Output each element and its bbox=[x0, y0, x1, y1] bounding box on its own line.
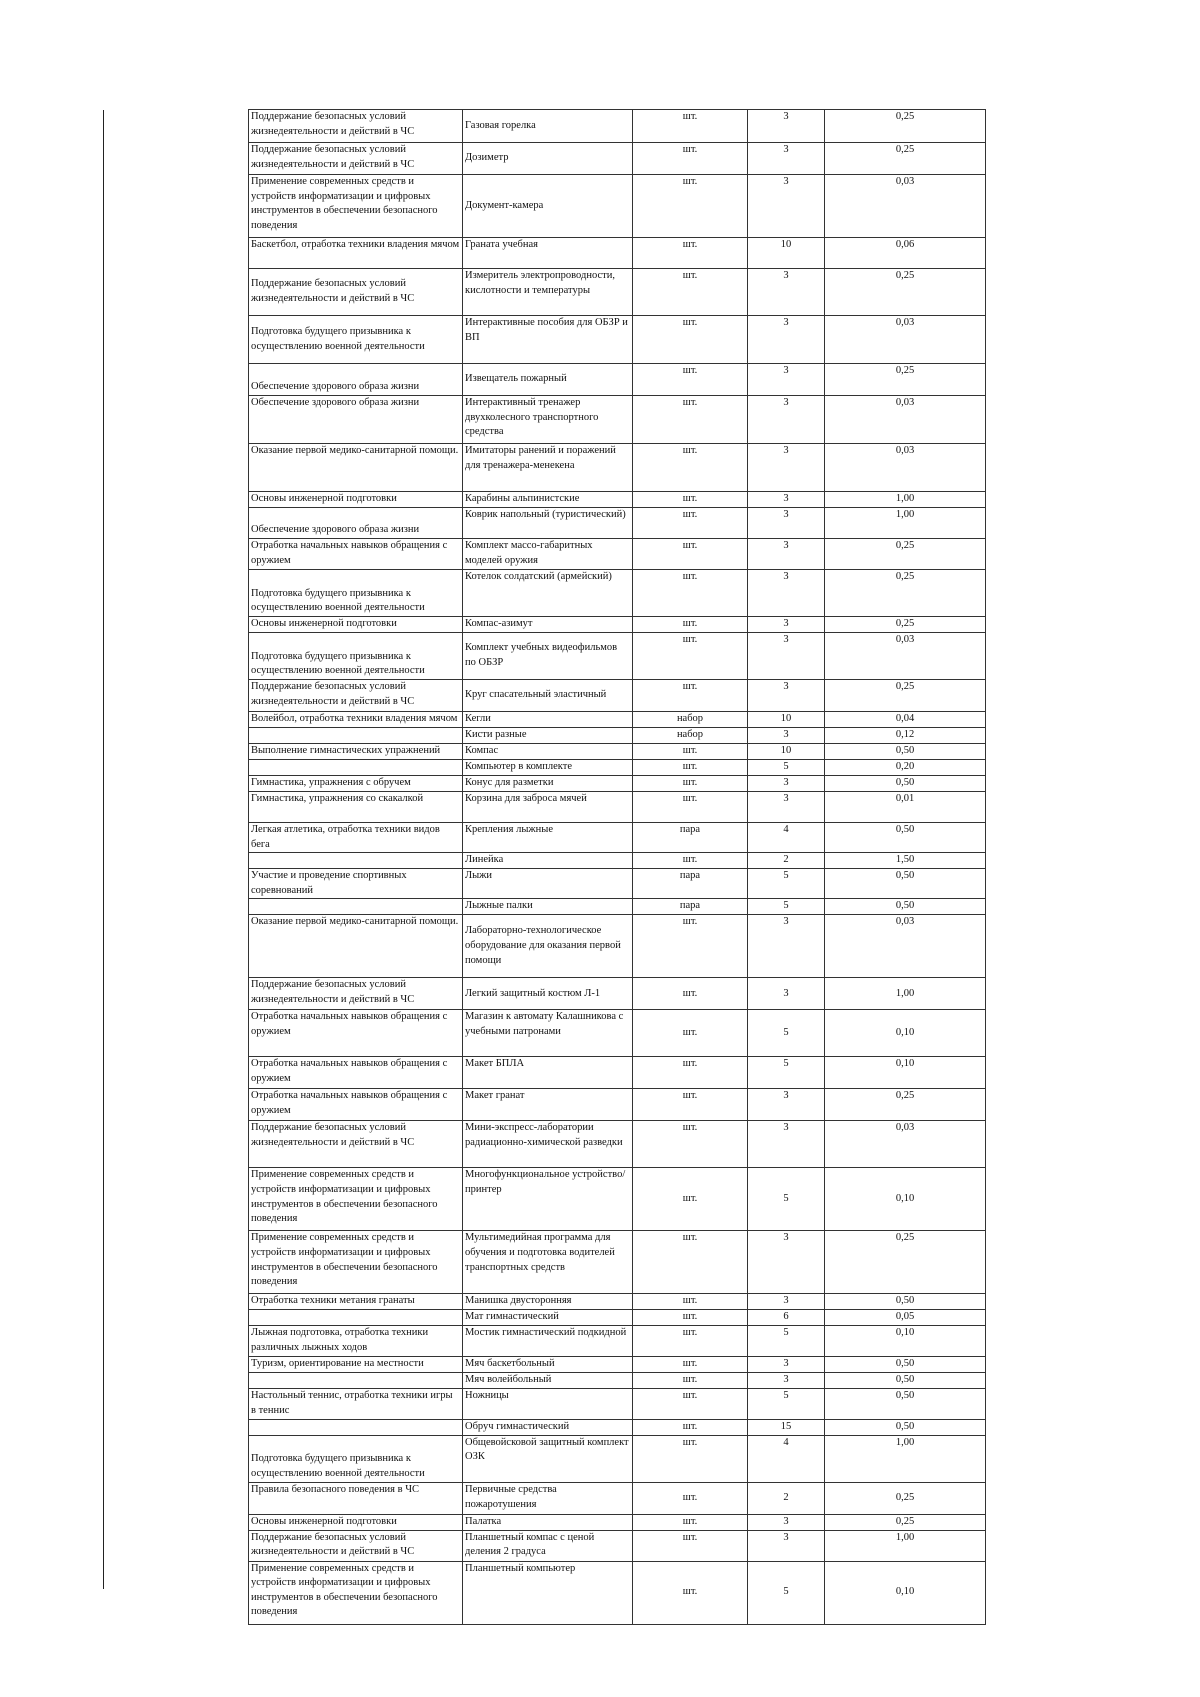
unit-cell: шт. bbox=[633, 1089, 748, 1121]
quantity-cell: 3 bbox=[748, 792, 825, 823]
unit-cell: шт. bbox=[633, 396, 748, 444]
equipment-name-cell: Граната учебная bbox=[463, 238, 633, 269]
equipment-name-cell: Компьютер в комплекте bbox=[463, 760, 633, 776]
equipment-name-cell: Мяч волейбольный bbox=[463, 1373, 633, 1389]
equipment-name-cell: Общевойсковой защитный комплект ОЗК bbox=[463, 1435, 633, 1482]
table-row bbox=[249, 1326, 986, 1357]
unit-cell: шт. bbox=[633, 1310, 748, 1326]
table-row bbox=[249, 1530, 986, 1561]
quantity-cell: 10 bbox=[748, 238, 825, 269]
quantity-cell: 3 bbox=[748, 1373, 825, 1389]
section-cell: Волейбол, отработка техники владения мячом bbox=[249, 712, 463, 728]
section-cell: Отработка начальных навыков обращения с оружием bbox=[249, 539, 463, 570]
table-row bbox=[249, 617, 986, 633]
section-cell: Поддержание безопасных условий жизнедеятельности и действий в ЧС bbox=[249, 1530, 463, 1561]
equipment-name-cell: Круг спасательный эластичный bbox=[463, 680, 633, 712]
quantity-cell: 3 bbox=[748, 110, 825, 143]
ratio-cell: 0,25 bbox=[825, 1231, 986, 1294]
quantity-cell: 3 bbox=[748, 539, 825, 570]
quantity-cell: 3 bbox=[748, 364, 825, 396]
table-row bbox=[249, 1057, 986, 1089]
equipment-name-cell: Имитаторы ранений и поражений для тренажера-менекена bbox=[463, 444, 633, 492]
unit-cell: шт. bbox=[633, 1435, 748, 1482]
quantity-cell: 6 bbox=[748, 1310, 825, 1326]
ratio-cell: 0,25 bbox=[825, 539, 986, 570]
quantity-cell: 5 bbox=[748, 1561, 825, 1624]
table-row bbox=[249, 869, 986, 899]
unit-cell: пара bbox=[633, 823, 748, 853]
ratio-cell: 0,10 bbox=[825, 1168, 986, 1231]
unit-cell: шт. bbox=[633, 776, 748, 792]
table-row bbox=[249, 1231, 986, 1294]
ratio-cell: 0,50 bbox=[825, 776, 986, 792]
ratio-cell: 0,25 bbox=[825, 143, 986, 175]
quantity-cell: 4 bbox=[748, 1435, 825, 1482]
equipment-name-cell: Извещатель пожарный bbox=[463, 364, 633, 396]
equipment-name-cell: Макет БПЛА bbox=[463, 1057, 633, 1089]
table-row bbox=[249, 776, 986, 792]
table-row bbox=[249, 680, 986, 712]
ratio-cell: 0,25 bbox=[825, 680, 986, 712]
section-cell: Основы инженерной подготовки bbox=[249, 617, 463, 633]
ratio-cell: 0,50 bbox=[825, 1294, 986, 1310]
unit-cell: шт. bbox=[633, 1373, 748, 1389]
table-row bbox=[249, 444, 986, 492]
unit-cell: шт. bbox=[633, 1231, 748, 1294]
ratio-cell: 0,03 bbox=[825, 316, 986, 364]
table-row bbox=[249, 316, 986, 364]
quantity-cell: 3 bbox=[748, 978, 825, 1010]
ratio-cell: 0,25 bbox=[825, 617, 986, 633]
unit-cell: шт. bbox=[633, 1010, 748, 1057]
unit-cell: шт. bbox=[633, 792, 748, 823]
equipment-name-cell: Многофункциональное устройство/принтер bbox=[463, 1168, 633, 1231]
equipment-name-cell: Корзина для заброса мячей bbox=[463, 792, 633, 823]
equipment-name-cell: Интерактивный тренажер двухколесного транспортного средства bbox=[463, 396, 633, 444]
ratio-cell: 0,10 bbox=[825, 1010, 986, 1057]
unit-cell: шт. bbox=[633, 364, 748, 396]
table-row bbox=[249, 712, 986, 728]
section-cell: Поддержание безопасных условий жизнедеятельности и действий в ЧС bbox=[249, 269, 463, 316]
section-cell: Отработка начальных навыков обращения с оружием bbox=[249, 1010, 463, 1057]
quantity-cell: 4 bbox=[748, 823, 825, 853]
quantity-cell: 3 bbox=[748, 269, 825, 316]
ratio-cell: 0,10 bbox=[825, 1561, 986, 1624]
ratio-cell: 0,50 bbox=[825, 899, 986, 915]
section-cell: Обеспечение здорового образа жизни bbox=[249, 364, 463, 396]
table-row bbox=[249, 1121, 986, 1168]
section-cell: Поддержание безопасных условий жизнедеятельности и действий в ЧС bbox=[249, 110, 463, 143]
ratio-cell: 1,00 bbox=[825, 978, 986, 1010]
table-row bbox=[249, 143, 986, 175]
quantity-cell: 3 bbox=[748, 175, 825, 238]
table-row bbox=[249, 175, 986, 238]
section-cell bbox=[249, 1310, 463, 1326]
unit-cell: шт. bbox=[633, 760, 748, 776]
section-cell: Поддержание безопасных условий жизнедеятельности и действий в ЧС bbox=[249, 143, 463, 175]
ratio-cell: 0,10 bbox=[825, 1326, 986, 1357]
equipment-name-cell: Мяч баскетбольный bbox=[463, 1357, 633, 1373]
section-cell: Правила безопасного поведения в ЧС bbox=[249, 1482, 463, 1514]
section-cell: Гимнастика, упражнения с обручем bbox=[249, 776, 463, 792]
ratio-cell: 0,50 bbox=[825, 1419, 986, 1435]
equipment-name-cell: Кисти разные bbox=[463, 728, 633, 744]
ratio-cell: 1,50 bbox=[825, 853, 986, 869]
table-row bbox=[249, 1373, 986, 1389]
quantity-cell: 3 bbox=[748, 1530, 825, 1561]
equipment-name-cell: Измеритель электропроводности, кислотности и температуры bbox=[463, 269, 633, 316]
quantity-cell: 5 bbox=[748, 1168, 825, 1231]
quantity-cell: 3 bbox=[748, 617, 825, 633]
section-cell: Подготовка будущего призывника к осуществлению военной деятельности bbox=[249, 633, 463, 680]
section-cell: Обеспечение здорового образа жизни bbox=[249, 396, 463, 444]
table-row bbox=[249, 760, 986, 776]
quantity-cell: 3 bbox=[748, 1231, 825, 1294]
table-row bbox=[249, 978, 986, 1010]
quantity-cell: 2 bbox=[748, 853, 825, 869]
ratio-cell: 0,25 bbox=[825, 1482, 986, 1514]
equipment-name-cell: Интерактивные пособия для ОБЗР и ВП bbox=[463, 316, 633, 364]
unit-cell: шт. bbox=[633, 1482, 748, 1514]
section-cell: Гимнастика, упражнения со скакалкой bbox=[249, 792, 463, 823]
quantity-cell: 3 bbox=[748, 728, 825, 744]
table-row bbox=[249, 110, 986, 143]
equipment-name-cell: Манишка двусторонняя bbox=[463, 1294, 633, 1310]
section-cell: Выполнение гимнастических упражнений bbox=[249, 744, 463, 760]
unit-cell: шт. bbox=[633, 853, 748, 869]
ratio-cell: 0,25 bbox=[825, 110, 986, 143]
table-row bbox=[249, 508, 986, 539]
equipment-name-cell: Планшетный компас с ценой деления 2 градуса bbox=[463, 1530, 633, 1561]
unit-cell: пара bbox=[633, 869, 748, 899]
unit-cell: шт. bbox=[633, 539, 748, 570]
quantity-cell: 2 bbox=[748, 1482, 825, 1514]
unit-cell: шт. bbox=[633, 1389, 748, 1419]
equipment-name-cell: Комплект учебных видеофильмов по ОБЗР bbox=[463, 633, 633, 680]
unit-cell: шт. bbox=[633, 1121, 748, 1168]
quantity-cell: 3 bbox=[748, 776, 825, 792]
table-row bbox=[249, 853, 986, 869]
table-row bbox=[249, 1310, 986, 1326]
equipment-name-cell: Крепления лыжные bbox=[463, 823, 633, 853]
section-cell: Поддержание безопасных условий жизнедеятельности и действий в ЧС bbox=[249, 1121, 463, 1168]
equipment-name-cell: Ножницы bbox=[463, 1389, 633, 1419]
equipment-name-cell: Лабораторно-технологическое оборудование для оказания первой помощи bbox=[463, 915, 633, 978]
table-row bbox=[249, 1514, 986, 1530]
section-cell: Подготовка будущего призывника к осуществлению военной деятельности bbox=[249, 316, 463, 364]
quantity-cell: 5 bbox=[748, 1326, 825, 1357]
equipment-name-cell: Мультимедийная программа для обучения и подготовка водителей транспортных средств bbox=[463, 1231, 633, 1294]
table-row bbox=[249, 792, 986, 823]
quantity-cell: 3 bbox=[748, 143, 825, 175]
quantity-cell: 3 bbox=[748, 508, 825, 539]
unit-cell: шт. bbox=[633, 978, 748, 1010]
section-cell: Настольный теннис, отработка техники игры в теннис bbox=[249, 1389, 463, 1419]
unit-cell: шт. bbox=[633, 1168, 748, 1231]
section-cell: Туризм, ориентирование на местности bbox=[249, 1357, 463, 1373]
quantity-cell: 3 bbox=[748, 1294, 825, 1310]
section-cell: Отработка начальных навыков обращения с оружием bbox=[249, 1089, 463, 1121]
ratio-cell: 1,00 bbox=[825, 1435, 986, 1482]
table-row bbox=[249, 1389, 986, 1419]
ratio-cell: 0,50 bbox=[825, 1389, 986, 1419]
quantity-cell: 10 bbox=[748, 744, 825, 760]
quantity-cell: 5 bbox=[748, 1389, 825, 1419]
quantity-cell: 3 bbox=[748, 915, 825, 978]
equipment-name-cell: Конус для разметки bbox=[463, 776, 633, 792]
quantity-cell: 3 bbox=[748, 1514, 825, 1530]
section-cell: Баскетбол, отработка техники владения мячом bbox=[249, 238, 463, 269]
quantity-cell: 3 bbox=[748, 633, 825, 680]
quantity-cell: 3 bbox=[748, 444, 825, 492]
equipment-name-cell: Компас bbox=[463, 744, 633, 760]
equipment-name-cell: Компас-азимут bbox=[463, 617, 633, 633]
unit-cell: шт. bbox=[633, 1561, 748, 1624]
ratio-cell: 1,00 bbox=[825, 1530, 986, 1561]
unit-cell: пара bbox=[633, 899, 748, 915]
equipment-name-cell: Мостик гимнастический подкидной bbox=[463, 1326, 633, 1357]
section-cell: Лыжная подготовка, отработка техники различных лыжных ходов bbox=[249, 1326, 463, 1357]
table-row bbox=[249, 396, 986, 444]
table-row bbox=[249, 823, 986, 853]
section-cell: Применение современных средств и устройств информатизации и цифровых инструментов в обеспечении безопасного поведения bbox=[249, 1231, 463, 1294]
quantity-cell: 5 bbox=[748, 1057, 825, 1089]
quantity-cell: 10 bbox=[748, 712, 825, 728]
section-cell bbox=[249, 899, 463, 915]
equipment-name-cell: Котелок солдатский (армейский) bbox=[463, 570, 633, 617]
quantity-cell: 3 bbox=[748, 492, 825, 508]
ratio-cell: 0,06 bbox=[825, 238, 986, 269]
unit-cell: шт. bbox=[633, 175, 748, 238]
ratio-cell: 0,50 bbox=[825, 744, 986, 760]
ratio-cell: 0,04 bbox=[825, 712, 986, 728]
ratio-cell: 0,03 bbox=[825, 175, 986, 238]
unit-cell: шт. bbox=[633, 492, 748, 508]
ratio-cell: 0,03 bbox=[825, 444, 986, 492]
unit-cell: шт. bbox=[633, 508, 748, 539]
unit-cell: шт. bbox=[633, 316, 748, 364]
section-cell bbox=[249, 760, 463, 776]
unit-cell: шт. bbox=[633, 1326, 748, 1357]
equipment-name-cell: Первичные средства пожаротушения bbox=[463, 1482, 633, 1514]
table-row bbox=[249, 1089, 986, 1121]
section-cell: Применение современных средств и устройств информатизации и цифровых инструментов в обеспечении безопасного поведения bbox=[249, 1561, 463, 1624]
equipment-name-cell: Документ-камера bbox=[463, 175, 633, 238]
section-cell: Подготовка будущего призывника к осуществлению военной деятельности bbox=[249, 1435, 463, 1482]
section-cell: Отработка начальных навыков обращения с оружием bbox=[249, 1057, 463, 1089]
unit-cell: шт. bbox=[633, 110, 748, 143]
section-cell: Основы инженерной подготовки bbox=[249, 492, 463, 508]
ratio-cell: 0,25 bbox=[825, 269, 986, 316]
ratio-cell: 0,25 bbox=[825, 570, 986, 617]
table-row bbox=[249, 1294, 986, 1310]
ratio-cell: 0,12 bbox=[825, 728, 986, 744]
equipment-name-cell: Карабины альпинистские bbox=[463, 492, 633, 508]
section-cell: Применение современных средств и устройств информатизации и цифровых инструментов в обеспечении безопасного поведения bbox=[249, 1168, 463, 1231]
section-cell: Поддержание безопасных условий жизнедеятельности и действий в ЧС bbox=[249, 978, 463, 1010]
equipment-name-cell: Лыжные палки bbox=[463, 899, 633, 915]
table-row bbox=[249, 269, 986, 316]
equipment-table-body bbox=[249, 110, 986, 1625]
equipment-name-cell: Лыжи bbox=[463, 869, 633, 899]
table-row bbox=[249, 570, 986, 617]
equipment-name-cell: Палатка bbox=[463, 1514, 633, 1530]
table-row bbox=[249, 1168, 986, 1231]
table-row bbox=[249, 744, 986, 760]
equipment-name-cell: Кегли bbox=[463, 712, 633, 728]
unit-cell: шт. bbox=[633, 269, 748, 316]
quantity-cell: 3 bbox=[748, 1121, 825, 1168]
table-row bbox=[249, 633, 986, 680]
quantity-cell: 5 bbox=[748, 760, 825, 776]
quantity-cell: 3 bbox=[748, 680, 825, 712]
equipment-table bbox=[248, 109, 986, 1625]
ratio-cell: 0,10 bbox=[825, 1057, 986, 1089]
section-cell bbox=[249, 1373, 463, 1389]
table-row bbox=[249, 364, 986, 396]
left-margin-rule bbox=[103, 110, 104, 1589]
unit-cell: шт. bbox=[633, 915, 748, 978]
ratio-cell: 0,03 bbox=[825, 915, 986, 978]
unit-cell: шт. bbox=[633, 238, 748, 269]
ratio-cell: 0,25 bbox=[825, 1514, 986, 1530]
unit-cell: набор bbox=[633, 712, 748, 728]
quantity-cell: 5 bbox=[748, 1010, 825, 1057]
table-row bbox=[249, 1561, 986, 1624]
unit-cell: шт. bbox=[633, 1057, 748, 1089]
equipment-name-cell: Мини-экспресс-лаборатории радиационно-химической разведки bbox=[463, 1121, 633, 1168]
equipment-name-cell: Коврик напольный (туристический) bbox=[463, 508, 633, 539]
unit-cell: шт. bbox=[633, 744, 748, 760]
section-cell bbox=[249, 728, 463, 744]
ratio-cell: 0,03 bbox=[825, 1121, 986, 1168]
ratio-cell: 0,25 bbox=[825, 364, 986, 396]
section-cell: Отработка техники метания гранаты bbox=[249, 1294, 463, 1310]
section-cell: Применение современных средств и устройств информатизации и цифровых инструментов в обеспечении безопасного поведения bbox=[249, 175, 463, 238]
unit-cell: шт. bbox=[633, 617, 748, 633]
section-cell: Подготовка будущего призывника к осуществлению военной деятельности bbox=[249, 570, 463, 617]
ratio-cell: 0,01 bbox=[825, 792, 986, 823]
table-row bbox=[249, 1435, 986, 1482]
ratio-cell: 0,50 bbox=[825, 869, 986, 899]
table-row bbox=[249, 915, 986, 978]
equipment-name-cell: Легкий защитный костюм Л-1 bbox=[463, 978, 633, 1010]
equipment-name-cell: Планшетный компьютер bbox=[463, 1561, 633, 1624]
quantity-cell: 3 bbox=[748, 316, 825, 364]
ratio-cell: 0,50 bbox=[825, 1373, 986, 1389]
table-row bbox=[249, 539, 986, 570]
ratio-cell: 1,00 bbox=[825, 492, 986, 508]
quantity-cell: 3 bbox=[748, 1357, 825, 1373]
quantity-cell: 3 bbox=[748, 570, 825, 617]
ratio-cell: 0,50 bbox=[825, 823, 986, 853]
quantity-cell: 5 bbox=[748, 869, 825, 899]
unit-cell: шт. bbox=[633, 1357, 748, 1373]
quantity-cell: 15 bbox=[748, 1419, 825, 1435]
table-row bbox=[249, 728, 986, 744]
unit-cell: шт. bbox=[633, 143, 748, 175]
equipment-name-cell: Магазин к автомату Калашникова с учебными патронами bbox=[463, 1010, 633, 1057]
equipment-name-cell: Линейка bbox=[463, 853, 633, 869]
unit-cell: шт. bbox=[633, 1419, 748, 1435]
equipment-name-cell: Газовая горелка bbox=[463, 110, 633, 143]
ratio-cell: 0,50 bbox=[825, 1357, 986, 1373]
unit-cell: шт. bbox=[633, 1294, 748, 1310]
table-row bbox=[249, 899, 986, 915]
unit-cell: шт. bbox=[633, 444, 748, 492]
unit-cell: шт. bbox=[633, 1514, 748, 1530]
table-row bbox=[249, 1419, 986, 1435]
ratio-cell: 0,20 bbox=[825, 760, 986, 776]
ratio-cell: 1,00 bbox=[825, 508, 986, 539]
ratio-cell: 0,03 bbox=[825, 396, 986, 444]
section-cell: Обеспечение здорового образа жизни bbox=[249, 508, 463, 539]
quantity-cell: 5 bbox=[748, 899, 825, 915]
table-row bbox=[249, 1357, 986, 1373]
section-cell bbox=[249, 1419, 463, 1435]
table-row bbox=[249, 1010, 986, 1057]
section-cell: Оказание первой медико-санитарной помощи. bbox=[249, 444, 463, 492]
equipment-name-cell: Макет гранат bbox=[463, 1089, 633, 1121]
equipment-name-cell: Обруч гимнастический bbox=[463, 1419, 633, 1435]
unit-cell: шт. bbox=[633, 1530, 748, 1561]
table-row bbox=[249, 238, 986, 269]
equipment-name-cell: Комплект массо-габаритных моделей оружия bbox=[463, 539, 633, 570]
section-cell bbox=[249, 853, 463, 869]
table-row bbox=[249, 1482, 986, 1514]
quantity-cell: 3 bbox=[748, 396, 825, 444]
equipment-name-cell: Мат гимнастический bbox=[463, 1310, 633, 1326]
section-cell: Участие и проведение спортивных соревнований bbox=[249, 869, 463, 899]
unit-cell: набор bbox=[633, 728, 748, 744]
unit-cell: шт. bbox=[633, 633, 748, 680]
section-cell: Оказание первой медико-санитарной помощи. bbox=[249, 915, 463, 978]
section-cell: Поддержание безопасных условий жизнедеятельности и действий в ЧС bbox=[249, 680, 463, 712]
unit-cell: шт. bbox=[633, 680, 748, 712]
table-row bbox=[249, 492, 986, 508]
ratio-cell: 0,03 bbox=[825, 633, 986, 680]
ratio-cell: 0,05 bbox=[825, 1310, 986, 1326]
section-cell: Основы инженерной подготовки bbox=[249, 1514, 463, 1530]
equipment-name-cell: Дозиметр bbox=[463, 143, 633, 175]
quantity-cell: 3 bbox=[748, 1089, 825, 1121]
section-cell: Легкая атлетика, отработка техники видов бега bbox=[249, 823, 463, 853]
unit-cell: шт. bbox=[633, 570, 748, 617]
ratio-cell: 0,25 bbox=[825, 1089, 986, 1121]
